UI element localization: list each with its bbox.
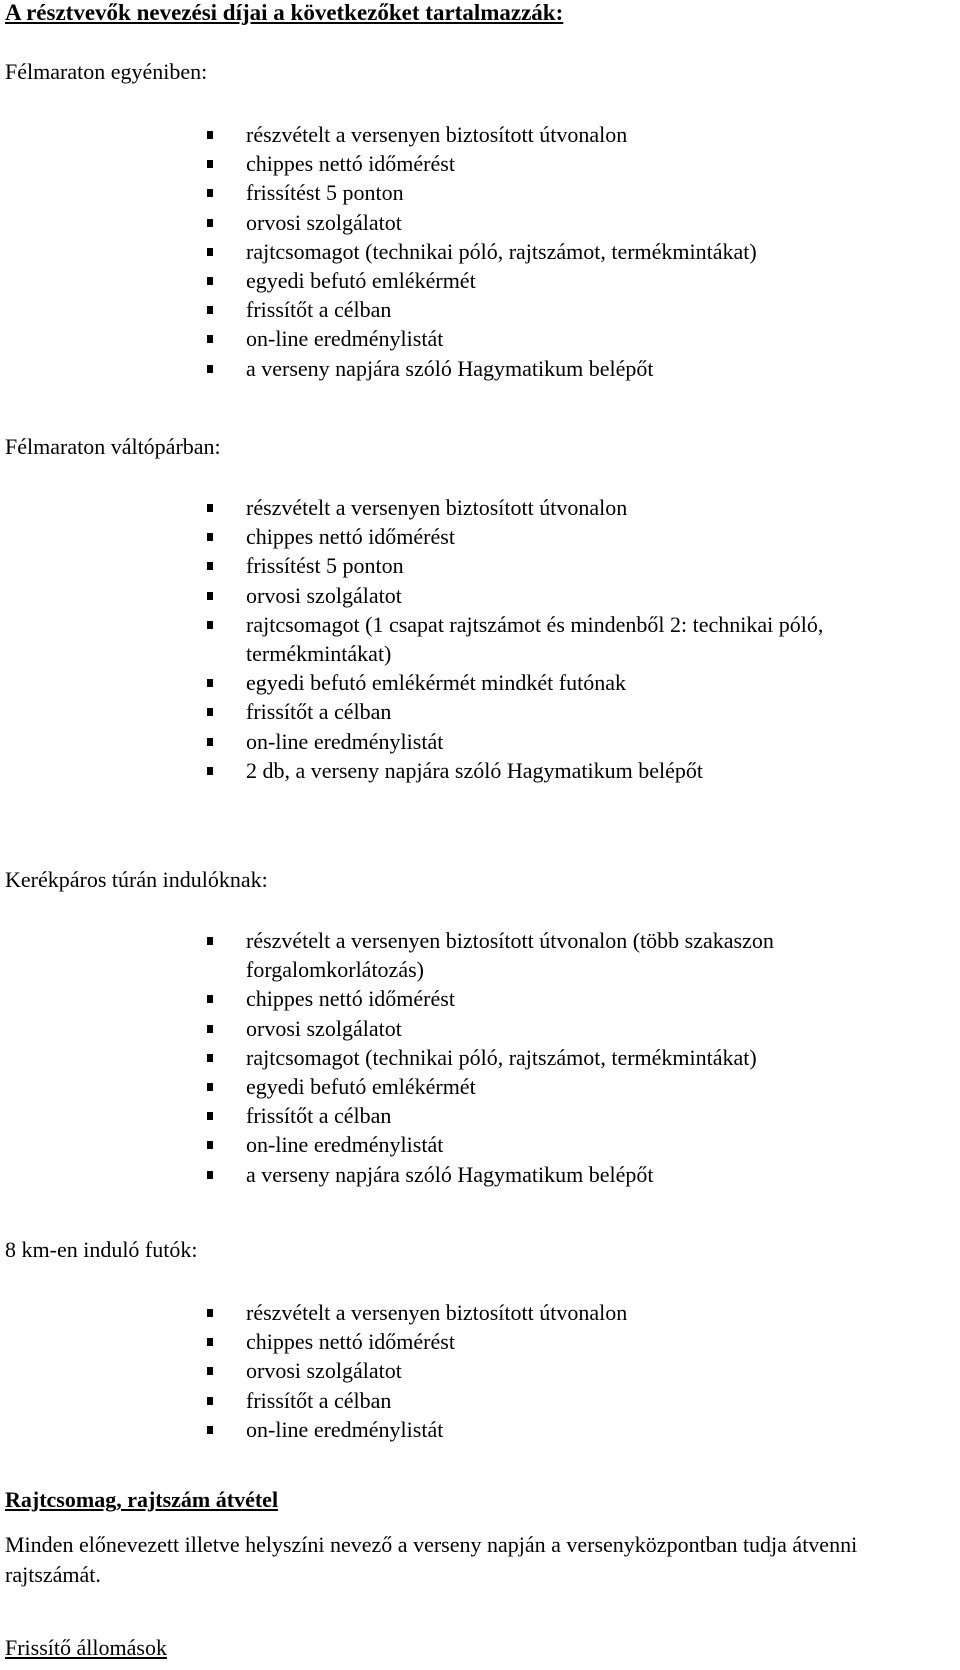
pickup-paragraph: Minden előnevezett illetve helyszíni nevező a verseny napján a versenyközpontban tudja átvenni rajtszámát. bbox=[5, 1532, 858, 1587]
list-item: chippes nettó időmérést bbox=[0, 984, 956, 1013]
list-item: egyedi befutó emlékérmét mindkét futónak bbox=[0, 668, 956, 697]
list-item: 2 db, a verseny napjára szóló Hagymatikum belépőt bbox=[0, 756, 956, 785]
bullet-icon bbox=[207, 1309, 213, 1317]
bullet-icon bbox=[207, 1397, 213, 1405]
bullet-icon bbox=[207, 533, 213, 541]
bullet-icon bbox=[207, 562, 213, 570]
bullet-icon bbox=[207, 708, 213, 716]
bullet-icon bbox=[207, 335, 213, 343]
bullet-icon bbox=[207, 504, 213, 512]
bullet-icon bbox=[207, 277, 213, 285]
bullet-icon bbox=[207, 1025, 213, 1033]
list-item: részvételt a versenyen biztosított útvonalon bbox=[0, 1298, 956, 1327]
bullet-icon bbox=[207, 131, 213, 139]
bullet-icon bbox=[207, 1426, 213, 1434]
bullet-icon bbox=[207, 189, 213, 197]
section-label-kerekparos: Kerékpáros túrán indulóknak: bbox=[5, 867, 268, 892]
list-kerekparos bbox=[0, 926, 956, 1189]
list-item: a verseny napjára szóló Hagymatikum belépőt bbox=[0, 1160, 956, 1189]
list-item: on-line eredménylistát bbox=[0, 727, 956, 756]
bullet-icon bbox=[207, 1367, 213, 1375]
bullet-icon bbox=[207, 679, 213, 687]
list-felmaraton-egyeni bbox=[0, 120, 956, 383]
list-item: a verseny napjára szóló Hagymatikum belépőt bbox=[0, 354, 956, 383]
bullet-icon bbox=[207, 621, 213, 629]
list-item: chippes nettó időmérést bbox=[0, 149, 956, 178]
list-item: részvételt a versenyen biztosított útvonalon (több szakaszon forgalomkorlátozás) bbox=[0, 926, 956, 984]
bullet-icon bbox=[207, 160, 213, 168]
list-item: orvosi szolgálatot bbox=[0, 1014, 956, 1043]
list-item: rajtcsomagot (1 csapat rajtszámot és mindenből 2: technikai póló, termékmintákat) bbox=[0, 610, 956, 668]
list-item: on-line eredménylistát bbox=[0, 1415, 956, 1444]
section-label-felmaraton-valtopar: Félmaraton váltópárban: bbox=[5, 434, 221, 459]
section-label-felmaraton-egyeni: Félmaraton egyéniben: bbox=[5, 59, 208, 84]
list-item: rajtcsomagot (technikai póló, rajtszámot, termékmintákat) bbox=[0, 1043, 956, 1072]
main-heading: A résztvevők nevezési díjai a következőket tartalmazzák: bbox=[5, 0, 564, 25]
list-item: részvételt a versenyen biztosított útvonalon bbox=[0, 120, 956, 149]
bullet-icon bbox=[207, 248, 213, 256]
list-item: frissítőt a célban bbox=[0, 1101, 956, 1130]
list-item: orvosi szolgálatot bbox=[0, 1356, 956, 1385]
list-item: frissítést 5 ponton bbox=[0, 551, 956, 580]
bullet-icon bbox=[207, 592, 213, 600]
list-item: frissítőt a célban bbox=[0, 295, 956, 324]
list-item: frissítést 5 ponton bbox=[0, 178, 956, 207]
bullet-icon bbox=[207, 1112, 213, 1120]
bullet-icon bbox=[207, 937, 213, 945]
list-item: egyedi befutó emlékérmét bbox=[0, 1072, 956, 1101]
list-item: chippes nettó időmérést bbox=[0, 1327, 956, 1356]
bullet-icon bbox=[207, 995, 213, 1003]
bullet-icon bbox=[207, 1141, 213, 1149]
bullet-icon bbox=[207, 1054, 213, 1062]
pickup-heading: Rajtcsomag, rajtszám átvétel bbox=[5, 1487, 279, 1512]
bullet-icon bbox=[207, 306, 213, 314]
list-item: frissítőt a célban bbox=[0, 1386, 956, 1415]
list-item: részvételt a versenyen biztosított útvonalon bbox=[0, 493, 956, 522]
bullet-icon bbox=[207, 365, 213, 373]
bullet-icon bbox=[207, 1171, 213, 1179]
bullet-icon bbox=[207, 1338, 213, 1346]
bullet-icon bbox=[207, 1083, 213, 1091]
list-item: orvosi szolgálatot bbox=[0, 581, 956, 610]
list-item: orvosi szolgálatot bbox=[0, 208, 956, 237]
bullet-icon bbox=[207, 767, 213, 775]
bullet-icon bbox=[207, 738, 213, 746]
bullet-icon bbox=[207, 219, 213, 227]
list-item: on-line eredménylistát bbox=[0, 1130, 956, 1159]
list-item: frissítőt a célban bbox=[0, 697, 956, 726]
list-felmaraton-valtopar bbox=[0, 493, 956, 785]
section-label-8km: 8 km-en induló futók: bbox=[5, 1237, 198, 1262]
refreshment-heading: Frissítő állomások bbox=[5, 1635, 167, 1660]
list-item: rajtcsomagot (technikai póló, rajtszámot, termékmintákat) bbox=[0, 237, 956, 266]
list-8km bbox=[0, 1298, 956, 1444]
list-item: on-line eredménylistát bbox=[0, 324, 956, 353]
list-item: egyedi befutó emlékérmét bbox=[0, 266, 956, 295]
list-item: chippes nettó időmérést bbox=[0, 522, 956, 551]
